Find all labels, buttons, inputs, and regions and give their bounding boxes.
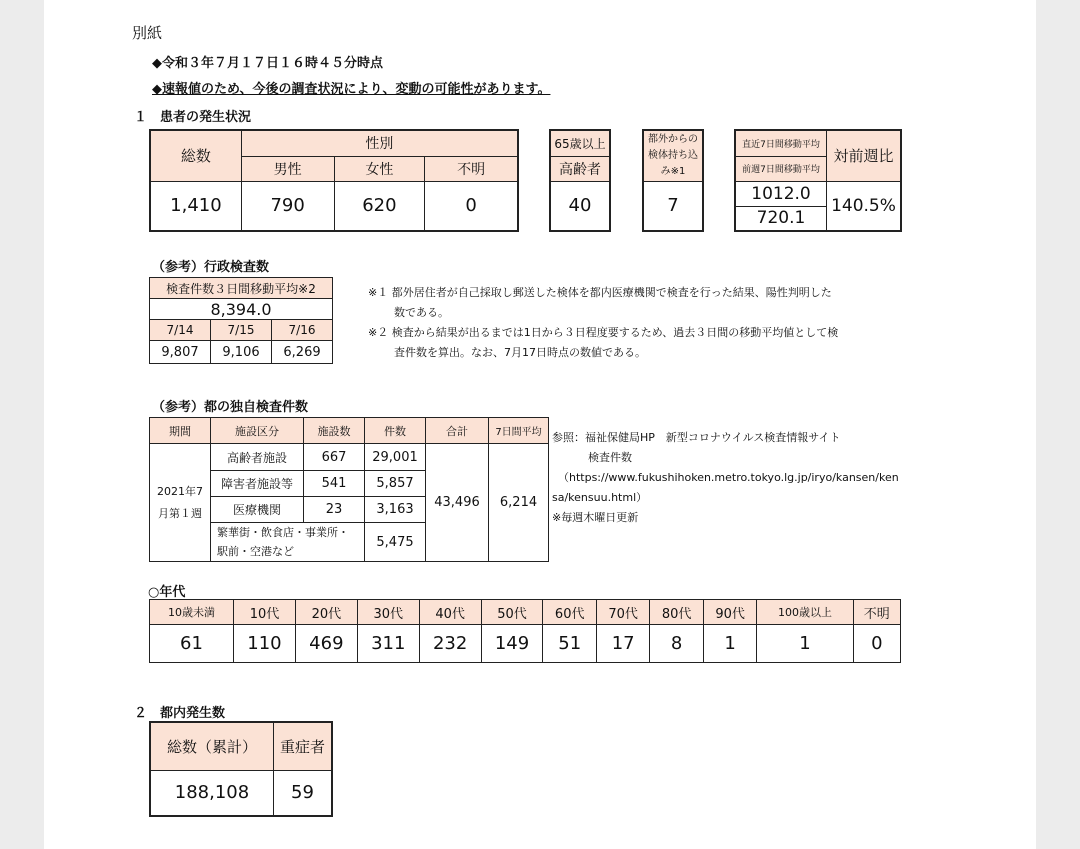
unknown-value: 0: [425, 181, 518, 231]
doc-title: 別紙: [132, 24, 163, 42]
age-value-cell: 0: [853, 625, 900, 663]
own-row4-category-2: 駅前・空港など: [217, 545, 294, 558]
age-label-cell: 40代: [419, 600, 481, 625]
male-value: 790: [241, 181, 334, 231]
own-row1-facilities: 667: [304, 444, 365, 471]
female-label: 女性: [334, 156, 425, 181]
age-label-cell: 70代: [596, 600, 649, 625]
ref-line5: ※毎週木曜日更新: [552, 511, 639, 524]
ref-line4: sa/kensuu.html）: [552, 491, 648, 504]
section1-heading: １ 患者の発生状況: [134, 110, 252, 125]
outside-label-2: 検体持ち込: [648, 149, 698, 161]
avg3-value: 8,394.0: [150, 299, 333, 320]
date-3: 7/16: [272, 320, 333, 341]
date-value-2: 9,106: [211, 341, 272, 364]
own-total: 43,496: [426, 444, 489, 562]
total-label: 総数: [150, 130, 241, 181]
own-row2-facilities: 541: [304, 471, 365, 497]
elderly-table: [549, 129, 611, 232]
section2-heading: ２ 都内発生数: [134, 706, 226, 721]
own-header-total: 合計: [426, 418, 489, 444]
age-label-row: [150, 600, 901, 625]
age-value-cell: 1: [757, 625, 853, 663]
female-value: 620: [334, 181, 425, 231]
own-row2-category: 障害者施設等: [211, 471, 304, 497]
outside-label-1: 都外からの: [648, 133, 698, 145]
own-header-category: 施設区分: [211, 418, 304, 444]
admin-tests-table: [149, 277, 333, 364]
age-label-cell: 50代: [481, 600, 543, 625]
age-label-cell: 不明: [853, 600, 900, 625]
admin-tests-heading: （参考）行政検査数: [152, 260, 270, 275]
ref-line3: （https://www.fukushihoken.metro.tokyo.lg.jp/iryo/kansen/ken: [558, 471, 899, 484]
age-value-cell: 469: [295, 625, 357, 663]
footnotes: [368, 283, 838, 363]
own-period-2: 月第１週: [158, 506, 202, 520]
elderly-value: 40: [550, 181, 610, 231]
own-row3-facilities: 23: [304, 497, 365, 523]
age-label-cell: 100歳以上: [757, 600, 853, 625]
own-row4-category-1: 繁華街・飲食店・事業所・: [217, 526, 349, 539]
own-row4-category: [211, 523, 365, 562]
severe-value: 59: [274, 770, 333, 816]
cumulative-value: 188,108: [150, 770, 274, 816]
date-1: 7/14: [150, 320, 211, 341]
own-row1-category: 高齢者施設: [211, 444, 304, 471]
own-header-avg7: 7日間平均: [489, 418, 549, 444]
prev-avg-label: 前週7日間移動平均: [735, 156, 827, 181]
age-label-cell: 10代: [234, 600, 296, 625]
age-label-cell: 30代: [357, 600, 419, 625]
cumulative-table: [149, 721, 333, 817]
ref-line2: 検査件数: [588, 451, 632, 464]
outside-table: [642, 129, 704, 232]
own-row1-count: 29,001: [365, 444, 426, 471]
age-value-cell: 149: [481, 625, 543, 663]
unknown-label: 不明: [425, 156, 518, 181]
own-row4-count: 5,475: [365, 523, 426, 562]
ratio-value: 140.5%: [827, 181, 902, 231]
note2-line1: ※２ 検査から結果が出るまでは1日から３日程度要するため、過去３日間の移動平均値として検: [368, 326, 839, 339]
age-label-cell: 20代: [295, 600, 357, 625]
own-header-facilities: 施設数: [304, 418, 365, 444]
own-row3-count: 3,163: [365, 497, 426, 523]
age-label-cell: 80代: [650, 600, 703, 625]
total-value: 1,410: [150, 181, 241, 231]
outside-label: [643, 130, 703, 181]
ref-line1: 参照：福祉保健局HP 新型コロナウイルス検査情報サイト: [552, 431, 841, 444]
age-value-cell: 232: [419, 625, 481, 663]
own-tests-reference: [552, 428, 899, 528]
recent-avg-label: 直近7日間移動平均: [735, 130, 827, 156]
age-value-cell: 61: [150, 625, 234, 663]
elderly-label-1: 65歳以上: [550, 130, 610, 156]
age-label-cell: 60代: [543, 600, 596, 625]
note2-line2: 査件数を算出。なお、7月17日時点の数値である。: [394, 346, 646, 359]
age-label-cell: 10歳未満: [150, 600, 234, 625]
note1-line1: ※１ 都外居住者が自己採取し郵送した検体を都内医療機関で検査を行った結果、陽性判明した: [368, 286, 832, 299]
age-value-cell: 311: [357, 625, 419, 663]
own-period-1: 2021年7: [157, 484, 203, 498]
ratio-label: 対前週比: [827, 130, 902, 181]
ages-table: [149, 599, 901, 663]
severe-label: 重症者: [274, 722, 333, 770]
date-2: 7/15: [211, 320, 272, 341]
own-tests-heading: （参考）都の独自検査件数: [152, 400, 309, 415]
note1-line2: 数である。: [394, 306, 449, 319]
age-value-cell: 1: [703, 625, 756, 663]
age-label-cell: 90代: [703, 600, 756, 625]
own-tests-table: [149, 417, 549, 562]
gender-label: 性別: [241, 130, 518, 156]
own-header-period: 期間: [150, 418, 211, 444]
outside-label-3: み※1: [660, 165, 686, 177]
own-period: [150, 444, 211, 562]
date-value-3: 6,269: [272, 341, 333, 364]
prev-avg-value: 720.1: [735, 206, 827, 231]
document-page: [44, 0, 1036, 849]
elderly-label-2: 高齢者: [550, 156, 610, 181]
timestamp-line: ◆令和３年７月１７日１６時４５分時点: [152, 56, 383, 71]
male-label: 男性: [241, 156, 334, 181]
age-value-cell: 17: [596, 625, 649, 663]
disclaimer-line: ◆速報値のため、今後の調査状況により、変動の可能性があります。: [152, 82, 551, 97]
age-value-cell: 51: [543, 625, 596, 663]
avg3-label: 検査件数３日間移動平均※2: [150, 278, 333, 299]
outside-value: 7: [643, 181, 703, 231]
own-avg7: 6,214: [489, 444, 549, 562]
moving-avg-table: [734, 129, 902, 232]
age-value-cell: 110: [234, 625, 296, 663]
date-value-1: 9,807: [150, 341, 211, 364]
recent-avg-value: 1012.0: [735, 181, 827, 206]
own-row2-count: 5,857: [365, 471, 426, 497]
patient-table: [149, 129, 519, 232]
own-row3-category: 医療機関: [211, 497, 304, 523]
own-header-count: 件数: [365, 418, 426, 444]
age-value-cell: 8: [650, 625, 703, 663]
ages-heading: ○年代: [148, 585, 186, 600]
cumulative-label: 総数（累計）: [150, 722, 274, 770]
age-value-row: [150, 625, 901, 663]
